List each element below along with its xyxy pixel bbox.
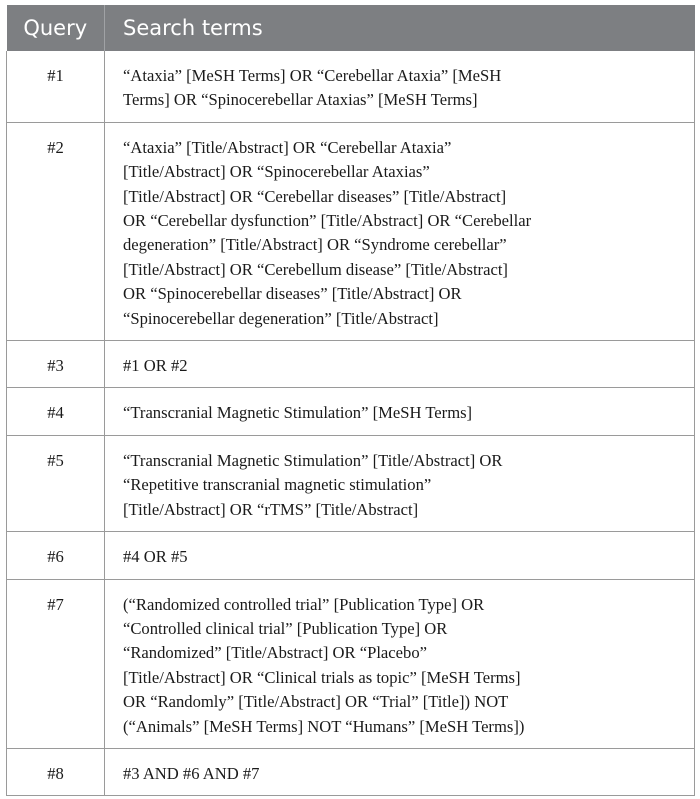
search-terms-cell — [105, 388, 695, 435]
search-terms-line: #1 OR #2 — [123, 356, 188, 376]
search-terms-line: “Transcranial Magnetic Stimulation” [Title/Abstract] OR — [123, 450, 503, 470]
table-header — [7, 5, 695, 51]
search-terms-cell — [105, 51, 695, 122]
table-row — [7, 532, 695, 579]
search-strategy-table — [6, 5, 695, 796]
table-row — [7, 748, 695, 795]
search-terms-cell — [105, 748, 695, 795]
search-terms-line: “Repetitive transcranial magnetic stimulation” — [123, 475, 432, 495]
header-row — [7, 5, 695, 51]
table-row — [7, 341, 695, 388]
search-terms-line: degeneration” [Title/Abstract] OR “Syndrome cerebellar” — [123, 235, 507, 255]
search-terms-line: “Ataxia” [Title/Abstract] OR “Cerebellar Ataxia” — [123, 137, 452, 157]
search-terms-cell — [105, 532, 695, 579]
table-row — [7, 51, 695, 122]
search-terms-line: “Controlled clinical trial” [Publication Type] OR — [123, 618, 448, 638]
search-terms-line: “Transcranial Magnetic Stimulation” [MeSH Terms] — [123, 403, 473, 423]
query-id-cell: #5 — [7, 435, 105, 531]
search-terms-line: [Title/Abstract] OR “Clinical trials as topic” [MeSH Terms] — [123, 667, 521, 687]
search-terms-line: Terms] OR “Spinocerebellar Ataxias” [MeSH Terms] — [123, 90, 478, 110]
table-row — [7, 435, 695, 531]
search-terms-cell — [105, 341, 695, 388]
header-query: Query — [7, 5, 105, 51]
search-terms-line: [Title/Abstract] OR “Cerebellar diseases” [Title/Abstract] — [123, 186, 507, 206]
table-row — [7, 388, 695, 435]
search-terms-line: [Title/Abstract] OR “rTMS” [Title/Abstract] — [123, 499, 419, 519]
search-terms-line: “Spinocerebellar degeneration” [Title/Abstract] — [123, 308, 439, 328]
query-id-cell: #4 — [7, 388, 105, 435]
search-terms-line: (“Randomized controlled trial” [Publication Type] OR — [123, 594, 485, 614]
table-row — [7, 579, 695, 748]
search-terms-cell — [105, 579, 695, 748]
query-id-cell: #2 — [7, 122, 105, 340]
table-body — [7, 51, 695, 796]
search-terms-line: (“Animals” [MeSH Terms] NOT “Humans” [MeSH Terms]) — [123, 716, 525, 736]
query-id-cell: #7 — [7, 579, 105, 748]
search-terms-line: [Title/Abstract] OR “Cerebellum disease” [Title/Abstract] — [123, 259, 508, 279]
search-terms-cell — [105, 122, 695, 340]
search-terms-line: OR “Cerebellar dysfunction” [Title/Abstract] OR “Cerebellar — [123, 211, 532, 231]
query-id-cell: #1 — [7, 51, 105, 122]
header-search-terms: Search terms — [123, 16, 263, 40]
search-terms-line: “Ataxia” [MeSH Terms] OR “Cerebellar Ataxia” [MeSH — [123, 66, 502, 85]
search-terms-line: OR “Spinocerebellar diseases” [Title/Abstract] OR — [123, 284, 462, 304]
query-id-cell: #6 — [7, 532, 105, 579]
search-terms-line: OR “Randomly” [Title/Abstract] OR “Trial” [Title]) NOT — [123, 692, 509, 712]
query-id-cell: #8 — [7, 748, 105, 795]
search-terms-line: [Title/Abstract] OR “Spinocerebellar Ataxias” — [123, 162, 430, 182]
search-terms-line: #3 AND #6 AND #7 — [123, 763, 260, 783]
query-id-cell: #3 — [7, 341, 105, 388]
table-row — [7, 122, 695, 340]
search-terms-line: “Randomized” [Title/Abstract] OR “Placebo” — [123, 643, 427, 663]
search-terms-cell — [105, 435, 695, 531]
search-terms-line: #4 OR #5 — [123, 547, 188, 567]
